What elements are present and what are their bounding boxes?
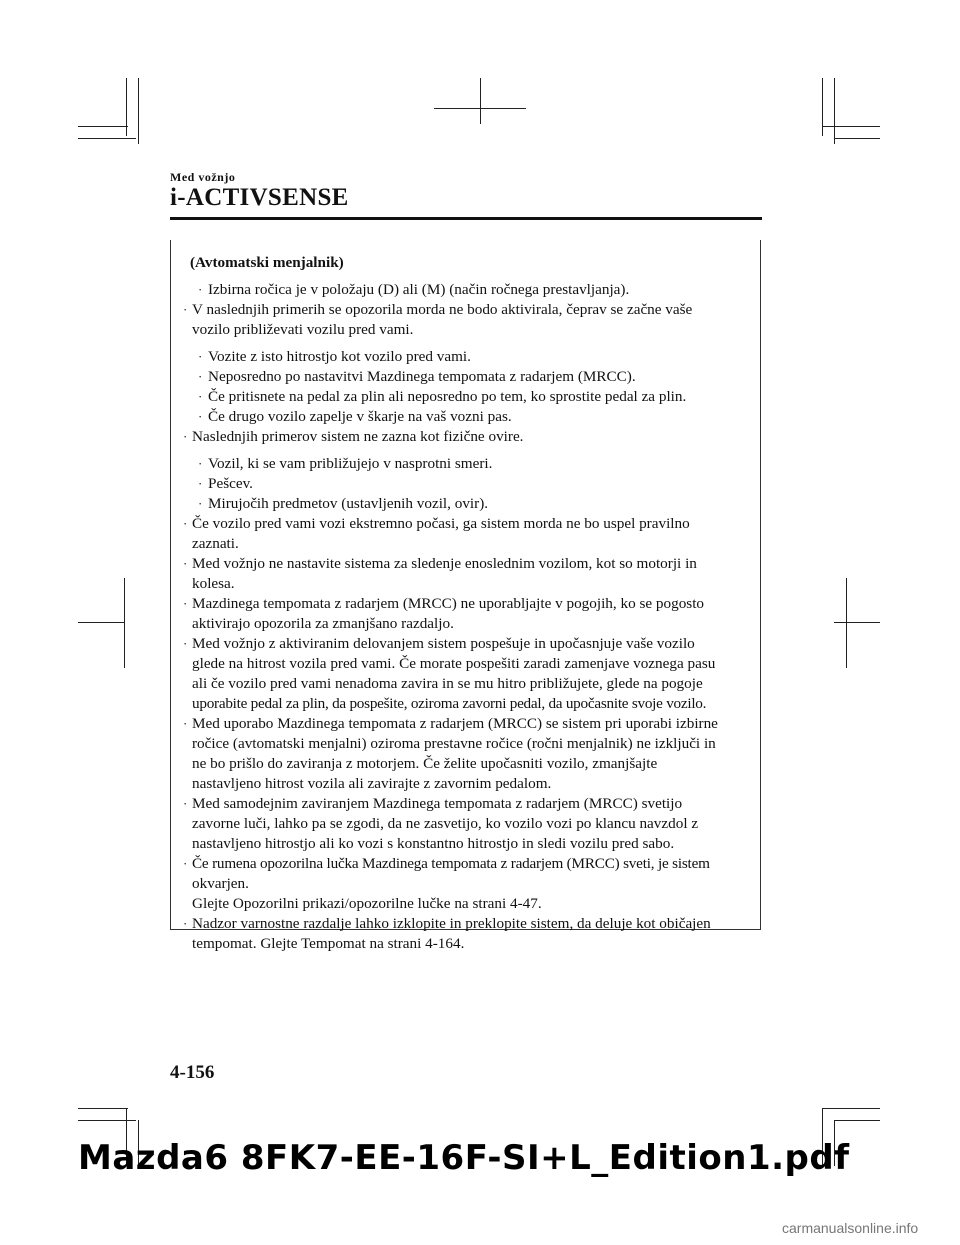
- list-item: Če drugo vozilo zapelje v škarje na vaš vozni pas.: [208, 408, 512, 425]
- crop-mark: [78, 1120, 136, 1121]
- page-title: i-ACTIVSENSE: [170, 184, 349, 211]
- crop-mark: [834, 1120, 880, 1121]
- bullet-marker: ·: [198, 409, 203, 424]
- crop-mark: [834, 138, 880, 139]
- list-item-continued: nastavljeno hitrost vozila ali zavirajte z zavornim pedalom.: [192, 775, 552, 792]
- list-item: Vozil, ki se vam približujejo v nasprotni smeri.: [208, 455, 493, 472]
- crop-mark: [822, 1108, 880, 1109]
- list-item-continued: uporabite pedal za plin, da pospešite, oziroma zavorni pedal, da upočasnite svoje vozilo.: [192, 695, 707, 712]
- list-item-continued: glede na hitrost vozila pred vami. Če morate pospešiti zaradi zamenjave voznega pasu: [192, 655, 716, 672]
- section-label: Med vožnjo: [170, 170, 236, 184]
- list-item: Če pritisnete na pedal za plin ali neposredno po tem, ko sprostite pedal za plin.: [208, 388, 687, 405]
- list-item: Med vožnjo z aktiviranim delovanjem sistem pospešuje in upočasnjuje vaše vozilo: [192, 635, 695, 652]
- list-item-continued: nastavljeno hitrostjo ali ko vozi s konstantno hitrostjo in sledi vozilu pred sabo.: [192, 835, 675, 852]
- list-item: Med samodejnim zaviranjem Mazdinega tempomata z radarjem (MRCC) svetijo: [192, 795, 683, 812]
- list-item: Vozite z isto hitrostjo kot vozilo pred vami.: [208, 348, 471, 365]
- list-item-continued: aktivirajo opozorila za zmanjšano razdaljo.: [192, 615, 454, 632]
- list-item-continued: ali če vozilo pred vami nenadoma zavira in se mu hitro približujete, glede na pogoje: [192, 675, 703, 692]
- bullet-marker: ·: [183, 596, 188, 611]
- crop-mark: [434, 108, 526, 109]
- bullet-marker: ·: [183, 716, 188, 731]
- bullet-marker: ·: [198, 496, 203, 511]
- crop-mark: [78, 622, 124, 623]
- bullet-marker: ·: [183, 302, 188, 317]
- bullet-marker: ·: [198, 282, 203, 297]
- crop-mark: [834, 78, 835, 144]
- crop-mark: [822, 126, 880, 127]
- crop-mark: [78, 126, 128, 127]
- bullet-marker: ·: [183, 429, 188, 444]
- list-item: Mazdinega tempomata z radarjem (MRCC) ne uporabljajte v pogojih, ko se pogosto: [192, 595, 705, 612]
- crop-mark: [126, 78, 127, 136]
- list-item-continued: zavorne luči, lahko pa se zgodi, da ne zasvetijo, ko vozilo vozi po klancu navzdol z: [192, 815, 699, 832]
- bullet-marker: ·: [183, 636, 188, 651]
- crop-mark: [124, 578, 125, 668]
- bullet-marker: ·: [198, 349, 203, 364]
- title-divider: [170, 217, 762, 220]
- crop-mark: [822, 78, 823, 136]
- crop-mark: [846, 578, 847, 668]
- list-item-continued: zaznati.: [192, 535, 239, 552]
- crop-mark: [138, 78, 139, 144]
- bullet-marker: ·: [198, 369, 203, 384]
- list-item: Naslednjih primerov sistem ne zazna kot fizične ovire.: [192, 428, 524, 445]
- list-item-continued: ročice (avtomatski menjalni) oziroma prestavne ročice (ročni menjalnik) ne izklјuči in: [192, 735, 716, 752]
- crop-mark: [78, 1108, 128, 1109]
- bullet-marker: ·: [183, 556, 188, 571]
- list-item: Nadzor varnostne razdalje lahko izklopite in preklopite sistem, da deluje kot običajen: [192, 915, 711, 932]
- crop-mark: [480, 78, 481, 124]
- list-item-continued: vozilo približevati vozilu pred vami.: [192, 321, 414, 338]
- list-item: Mirujočih predmetov (ustavljenih vozil, ovir).: [208, 495, 489, 512]
- list-item: Pešcev.: [208, 475, 253, 492]
- bullet-marker: ·: [183, 856, 188, 871]
- crop-mark: [78, 138, 136, 139]
- list-item-continued: kolesa.: [192, 575, 235, 592]
- list-item: Če vozilo pred vami vozi ekstremno počasi, ga sistem morda ne bo uspel pravilno: [192, 515, 690, 532]
- bullet-marker: ·: [183, 796, 188, 811]
- list-item: Če rumena opozorilna lučka Mazdinega tempomata z radarjem (MRCC) sveti, je sistem: [192, 855, 710, 872]
- list-item: Neposredno po nastavitvi Mazdinega tempomata z radarjem (MRCC).: [208, 368, 636, 385]
- bullet-marker: ·: [183, 516, 188, 531]
- bullet-marker: ·: [183, 916, 188, 931]
- list-item: Izbirna ročica je v položaju (D) ali (M) (način ročnega prestavljanja).: [208, 281, 630, 298]
- list-item: Med uporabo Mazdinega tempomata z radarjem (MRCC) se sistem pri uporabi izbirne: [192, 715, 718, 732]
- site-watermark: carmanualsonline.info: [782, 1220, 919, 1236]
- list-item-continued: ne bo prišlo do zaviranja z motorjem. Če želite upočasniti vozilo, zmanjšajte: [192, 755, 658, 772]
- crop-mark: [834, 622, 880, 623]
- bullet-marker: ·: [198, 456, 203, 471]
- document-filename: Mazda6 8FK7-EE-16F-SI+L_Edition1.pdf: [78, 1138, 850, 1178]
- list-item-continued: tempomat. Glejte Tempomat na strani 4-164.: [192, 935, 465, 952]
- bullet-marker: ·: [198, 389, 203, 404]
- cross-reference: Glejte Opozorilni prikazi/opozorilne lučke na strani 4-47.: [192, 895, 542, 912]
- list-item: V naslednjih primerih se opozorila morda ne bodo aktivirala, čeprav se začne vaše: [192, 301, 693, 318]
- list-item: Med vožnjo ne nastavite sistema za sledenje enoslednim vozilom, kot so motorji in: [192, 555, 697, 572]
- page-number: 4-156: [170, 1062, 215, 1083]
- list-item-continued: okvarjen.: [192, 875, 249, 892]
- bullet-marker: ·: [198, 476, 203, 491]
- notice-heading: (Avtomatski menjalnik): [190, 254, 344, 271]
